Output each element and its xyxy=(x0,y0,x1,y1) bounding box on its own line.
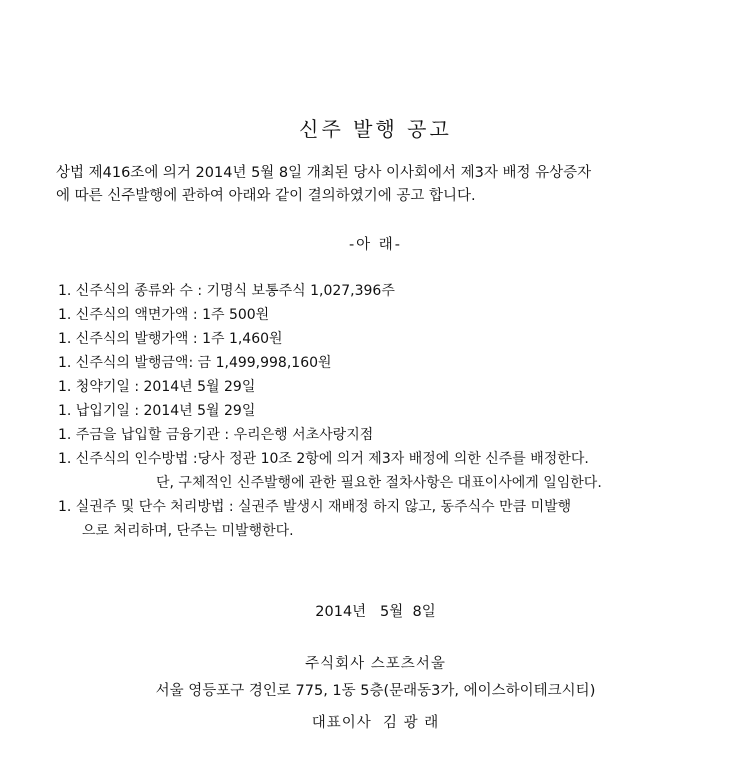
term-issue-price: 1. 신주식의 발행가액 : 1주 1,460원 xyxy=(58,331,283,347)
term-allocation-method: 1. 신주식의 인수방법 :당사 정관 10조 2항에 의거 제3자 배정에 의한 신주를 배정한다. xyxy=(58,451,589,467)
intro-line-2: 에 따른 신주발행에 관하여 아래와 같이 결의하였기에 공고 합니다. xyxy=(56,188,476,204)
company-name: 주식회사 스포츠서울 xyxy=(305,656,446,672)
term-bank: 1. 주금을 납입할 금융기관 : 우리은행 서초사랑지점 xyxy=(58,427,374,443)
term-issue-amount: 1. 신주식의 발행금액: 금 1,499,998,160원 xyxy=(58,355,332,371)
term-subscription-date: 1. 청약기일 : 2014년 5월 29일 xyxy=(58,379,256,395)
intro-paragraph xyxy=(56,162,706,208)
term-payment-date: 1. 납입기일 : 2014년 5월 29일 xyxy=(58,403,256,419)
below-heading: -아 래- xyxy=(348,237,403,253)
term-par-value: 1. 신주식의 액면가액 : 1주 500원 xyxy=(58,307,270,323)
intro-line-1: 상법 제416조에 의거 2014년 5월 8일 개최된 당사 이사회에서 제3자 배정 유상증자 xyxy=(56,165,592,181)
company-address: 서울 영등포구 경인로 775, 1동 5층(문래동3가, 에이스하이테크시티) xyxy=(155,683,596,699)
term-forfeited-shares-cont: 으로 처리하며, 단주는 미발행한다. xyxy=(82,523,294,539)
term-share-type: 1. 신주식의 종류와 수 : 기명식 보통주식 1,027,396주 xyxy=(58,283,395,299)
term-allocation-note: 단, 구체적인 신주발행에 관한 필요한 절차사항은 대표이사에게 일임한다. xyxy=(156,475,602,491)
terms-list xyxy=(58,279,698,543)
ceo-name: 대표이사 김 광 래 xyxy=(311,715,440,731)
term-forfeited-shares: 1. 실권주 및 단수 처리방법 : 실권주 발생시 재배정 하지 않고, 동주식수 만큼 미발행 xyxy=(58,499,572,515)
notice-title: 신주 발행 공고 xyxy=(299,117,452,141)
notice-date: 2014년 5월 8일 xyxy=(315,604,436,620)
